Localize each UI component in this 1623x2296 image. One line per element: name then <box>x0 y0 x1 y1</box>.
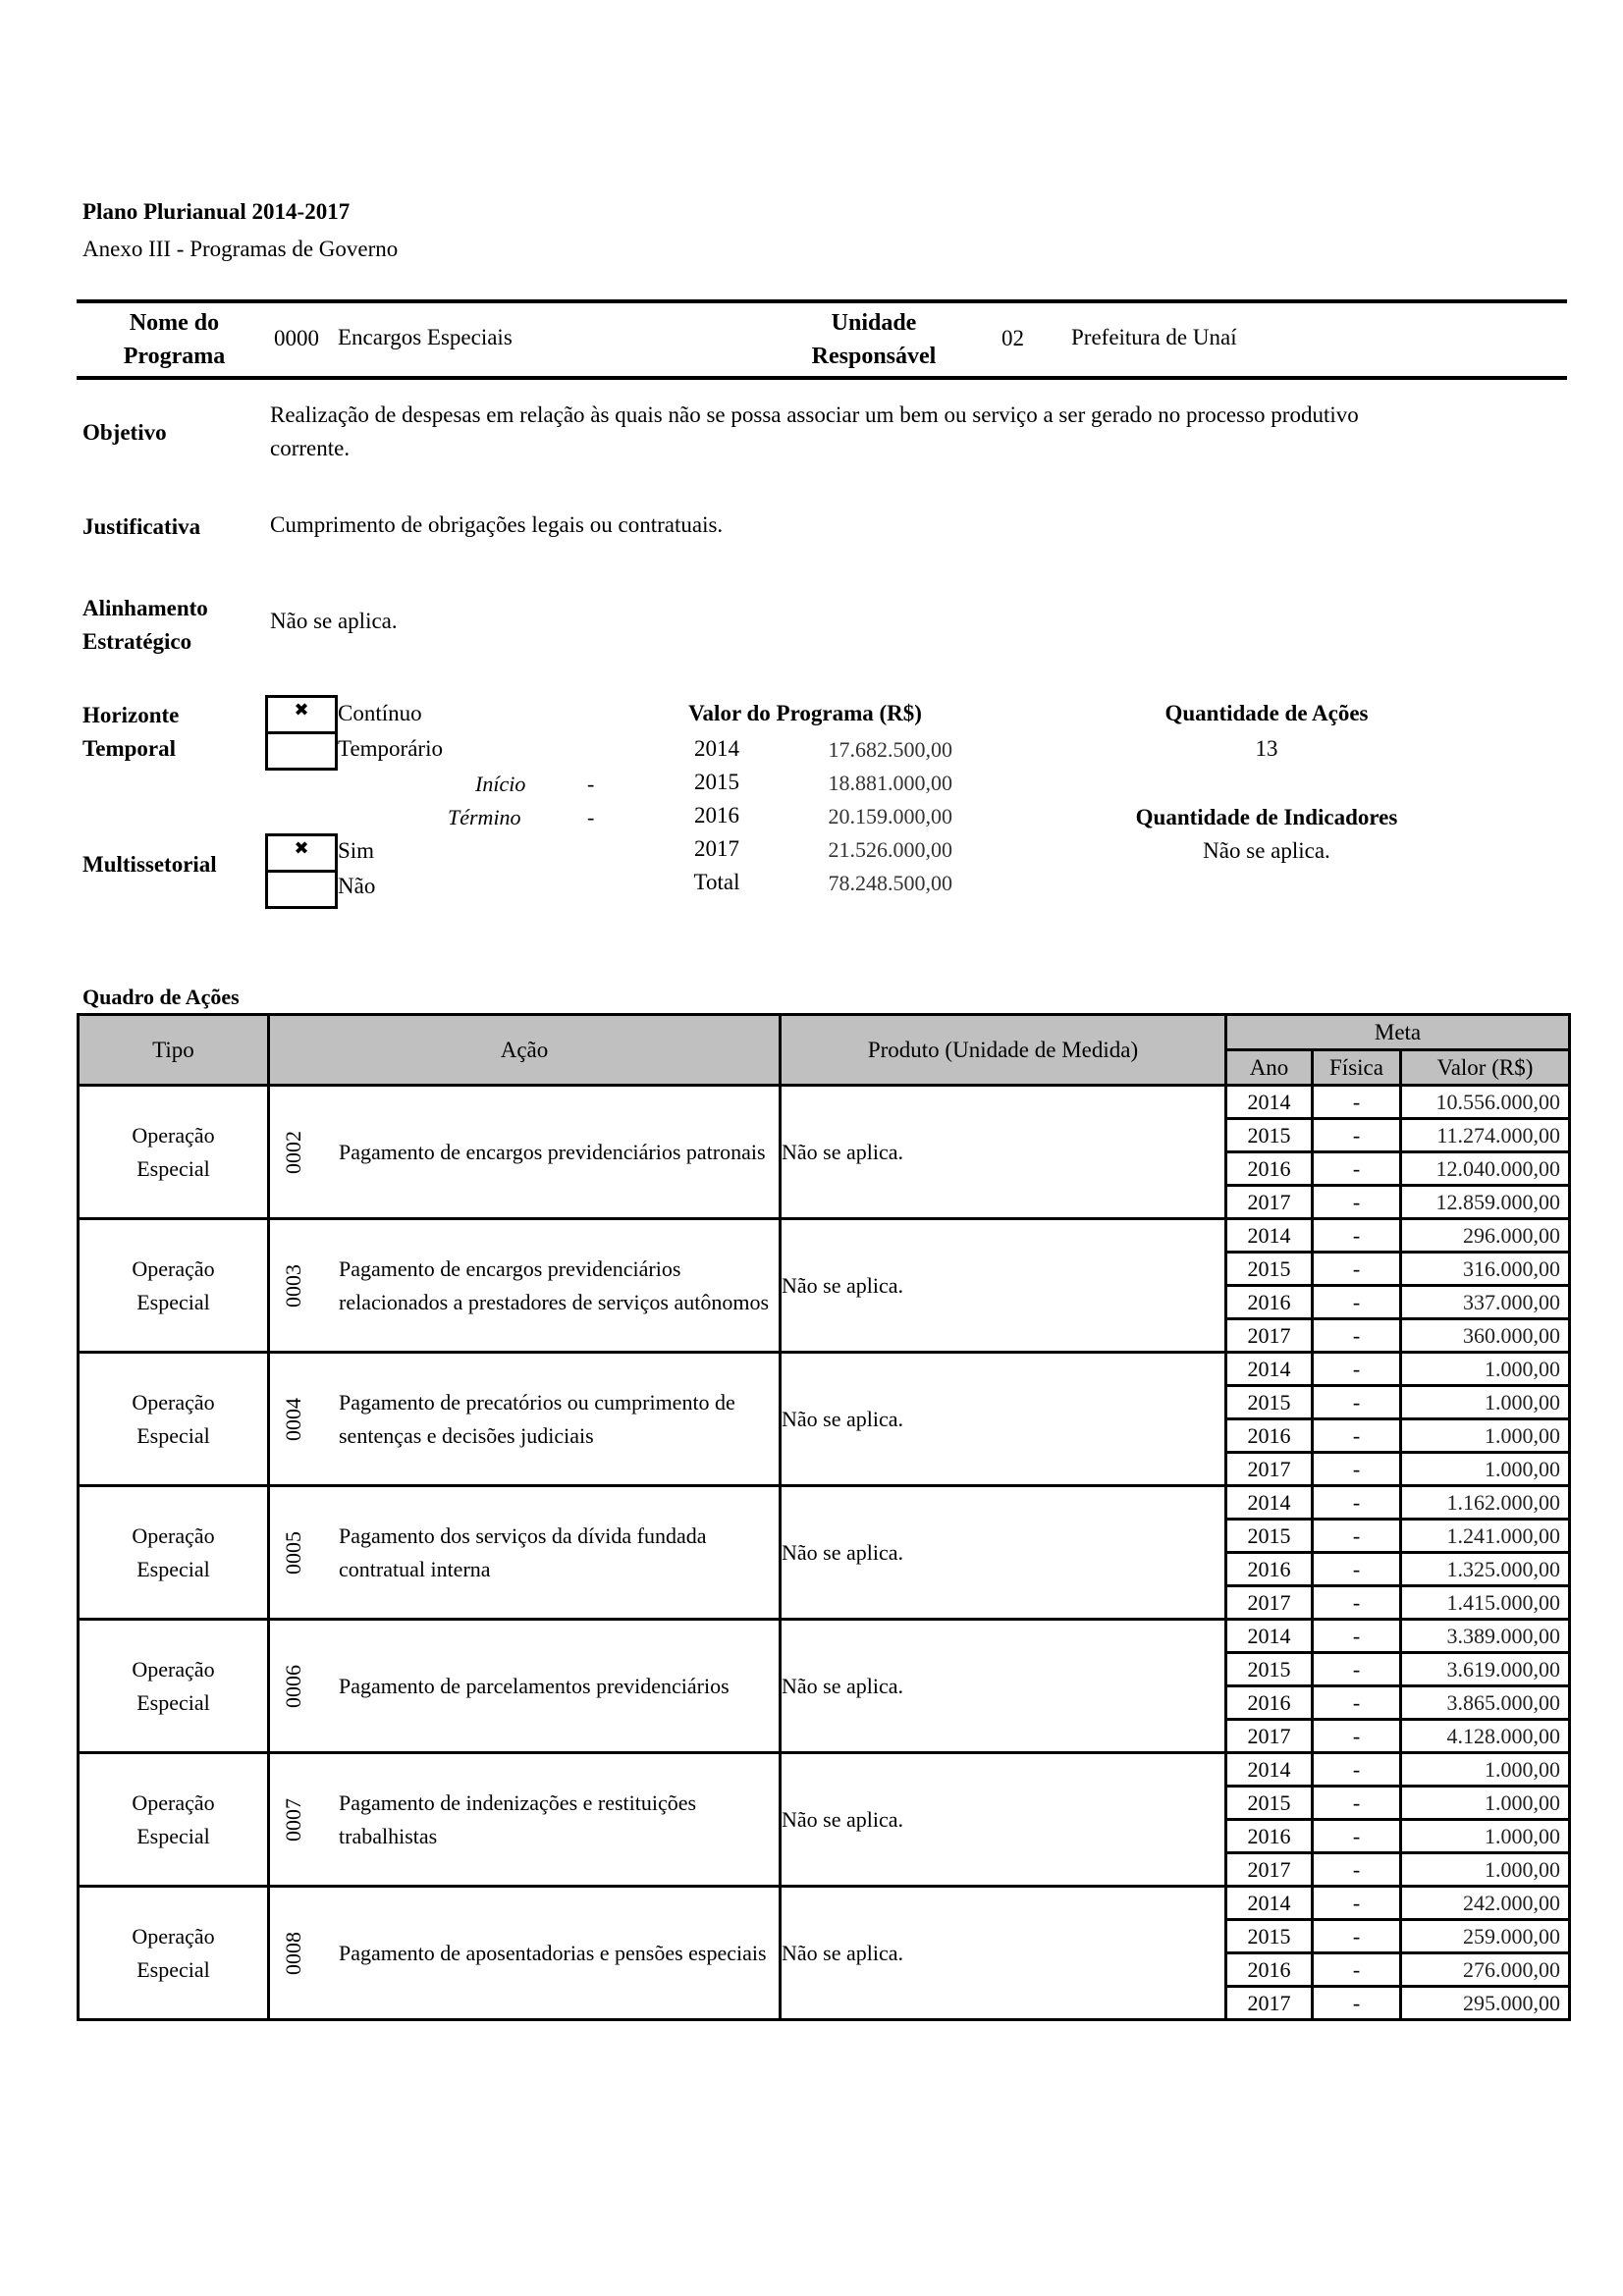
justificativa-text: Cumprimento de obrigações legais ou contratuais. <box>270 512 724 537</box>
cell-meta-fisica: - <box>1313 1853 1401 1887</box>
cell-meta-fisica: - <box>1313 1553 1401 1586</box>
cell-tipo <box>79 1887 269 2020</box>
multissetorial-checkbox-group <box>265 833 338 909</box>
action-code: 0006 <box>281 1664 305 1708</box>
tipo-line1: Operação <box>132 1789 215 1815</box>
cell-meta-ano: 2016 <box>1226 1686 1313 1720</box>
table-row-action <box>79 1219 1570 1253</box>
cell-meta-ano: 2016 <box>1226 1152 1313 1186</box>
option-sim-label: Sim <box>338 838 375 863</box>
valor-programa-year: 2017 <box>694 836 739 861</box>
cell-tipo <box>79 1620 269 1753</box>
cell-meta-fisica: - <box>1313 1520 1401 1553</box>
tipo-line1: Operação <box>132 1923 215 1949</box>
valor-programa-value: 17.682.500,00 <box>828 737 952 762</box>
cell-meta-ano: 2017 <box>1226 1319 1313 1353</box>
cell-acao <box>269 1086 781 1219</box>
cell-meta-fisica: - <box>1313 1820 1401 1853</box>
cell-meta-valor: 4.128.000,00 <box>1401 1720 1570 1753</box>
cell-meta-valor: 1.000,00 <box>1401 1787 1570 1820</box>
action-code: 0007 <box>281 1797 305 1842</box>
cell-meta-fisica: - <box>1313 1920 1401 1953</box>
cell-meta-fisica: - <box>1313 1152 1401 1186</box>
cell-meta-ano: 2015 <box>1226 1386 1313 1419</box>
cell-acao <box>269 1887 781 2020</box>
cell-meta-fisica: - <box>1313 1086 1401 1119</box>
cell-meta-fisica: - <box>1313 1887 1401 1920</box>
cell-meta-ano: 2014 <box>1226 1887 1313 1920</box>
cell-meta-fisica: - <box>1313 1753 1401 1787</box>
header-produto: Produto (Unidade de Medida) <box>781 1015 1226 1086</box>
cell-meta-valor: 296.000,00 <box>1401 1219 1570 1253</box>
valor-programa-title: Valor do Programa (R$) <box>688 701 922 725</box>
inicio-value: - <box>587 772 595 796</box>
cell-meta-fisica: - <box>1313 1253 1401 1286</box>
tipo-line2: Especial <box>136 1422 210 1448</box>
action-description: Pagamento de parcelamentos previdenciários <box>339 1673 730 1698</box>
cell-produto: Não se aplica. <box>781 1353 1226 1486</box>
tipo-line1: Operação <box>132 1522 215 1548</box>
objetivo-text-line2: corrente. <box>270 436 351 460</box>
termino-value: - <box>587 805 595 829</box>
table-row-action <box>79 1753 1570 1787</box>
cell-meta-fisica: - <box>1313 1686 1401 1720</box>
cell-meta-ano: 2014 <box>1226 1086 1313 1119</box>
checkbox-sim[interactable] <box>268 836 335 870</box>
cell-meta-ano: 2015 <box>1226 1520 1313 1553</box>
option-nao-label: Não <box>338 874 376 898</box>
horizonte-label-line2: Temporal <box>82 736 176 761</box>
cell-meta-valor: 1.325.000,00 <box>1401 1553 1570 1586</box>
action-description: Pagamento de precatórios ou cumprimento de sentenças e decisões judiciais <box>339 1389 735 1448</box>
program-name: Encargos Especiais <box>338 325 513 349</box>
cell-acao <box>269 1219 781 1353</box>
header-acao: Ação <box>269 1015 781 1086</box>
inicio-label: Início <box>475 772 526 796</box>
cell-meta-fisica: - <box>1313 1486 1401 1520</box>
cell-meta-ano: 2016 <box>1226 1820 1313 1853</box>
cell-meta-fisica: - <box>1313 1419 1401 1453</box>
divider-bottom <box>77 376 1567 380</box>
cell-meta-valor: 1.415.000,00 <box>1401 1586 1570 1620</box>
cell-meta-ano: 2017 <box>1226 1186 1313 1219</box>
table-row-action <box>79 1486 1570 1520</box>
program-name-label <box>98 306 250 373</box>
cell-meta-valor: 259.000,00 <box>1401 1920 1570 1953</box>
cell-produto: Não se aplica. <box>781 1086 1226 1219</box>
cell-meta-valor: 337.000,00 <box>1401 1286 1570 1319</box>
cell-meta-ano: 2015 <box>1226 1787 1313 1820</box>
cell-meta-fisica: - <box>1313 1620 1401 1653</box>
program-name-label-line2: Programa <box>123 344 226 369</box>
cell-meta-valor: 1.162.000,00 <box>1401 1486 1570 1520</box>
cell-meta-fisica: - <box>1313 1186 1401 1219</box>
divider-top <box>77 299 1567 303</box>
action-code: 0005 <box>281 1530 305 1575</box>
tipo-line2: Especial <box>136 1956 210 1982</box>
cell-tipo <box>79 1353 269 1486</box>
objetivo-label: Objetivo <box>82 420 167 445</box>
cell-meta-fisica: - <box>1313 1953 1401 1987</box>
cell-meta-ano: 2015 <box>1226 1253 1313 1286</box>
cell-meta-valor: 12.859.000,00 <box>1401 1186 1570 1219</box>
checkbox-temporario[interactable] <box>268 731 335 768</box>
cell-tipo <box>79 1486 269 1620</box>
cell-tipo <box>79 1753 269 1887</box>
cell-meta-valor: 360.000,00 <box>1401 1319 1570 1353</box>
tipo-line2: Especial <box>136 1823 210 1848</box>
cell-meta-ano: 2016 <box>1226 1419 1313 1453</box>
quadro-title: Quadro de Ações <box>82 985 240 1009</box>
cell-meta-valor: 3.619.000,00 <box>1401 1653 1570 1686</box>
cell-meta-valor: 12.040.000,00 <box>1401 1152 1570 1186</box>
cell-meta-valor: 1.000,00 <box>1401 1419 1570 1453</box>
cell-meta-fisica: - <box>1313 1386 1401 1419</box>
valor-programa-year: 2015 <box>694 770 739 794</box>
cell-meta-fisica: - <box>1313 1319 1401 1353</box>
cell-meta-fisica: - <box>1313 1119 1401 1152</box>
valor-programa-value: 20.159.000,00 <box>828 804 952 828</box>
cell-meta-ano: 2017 <box>1226 1853 1313 1887</box>
cell-meta-ano: 2014 <box>1226 1219 1313 1253</box>
cell-meta-valor: 10.556.000,00 <box>1401 1086 1570 1119</box>
cell-meta-ano: 2017 <box>1226 1453 1313 1486</box>
cell-meta-fisica: - <box>1313 1353 1401 1386</box>
unit-label-line2: Responsável <box>811 344 937 369</box>
cell-meta-valor: 316.000,00 <box>1401 1253 1570 1286</box>
alinhamento-label-line2: Estratégico <box>82 629 192 654</box>
program-code: 0000 <box>274 326 319 350</box>
horizonte-checkbox-group <box>265 695 338 771</box>
cell-meta-ano: 2017 <box>1226 1987 1313 2020</box>
tipo-line2: Especial <box>136 1689 210 1715</box>
action-code: 0002 <box>281 1130 305 1174</box>
cell-meta-valor: 276.000,00 <box>1401 1953 1570 1987</box>
horizonte-label <box>82 699 179 766</box>
cell-meta-ano: 2017 <box>1226 1586 1313 1620</box>
check-mark-icon: ✖ <box>294 838 309 859</box>
valor-programa-value: 21.526.000,00 <box>828 837 952 862</box>
cell-meta-valor: 242.000,00 <box>1401 1887 1570 1920</box>
cell-meta-valor: 1.000,00 <box>1401 1453 1570 1486</box>
cell-meta-valor: 11.274.000,00 <box>1401 1119 1570 1152</box>
action-description: Pagamento de encargos previdenciários relacionados a prestadores de serviços autônomos <box>339 1255 770 1314</box>
cell-meta-ano: 2014 <box>1226 1753 1313 1787</box>
cell-meta-valor: 1.000,00 <box>1401 1853 1570 1887</box>
cell-meta-valor: 3.865.000,00 <box>1401 1686 1570 1720</box>
cell-produto: Não se aplica. <box>781 1620 1226 1753</box>
tipo-line1: Operação <box>132 1122 215 1148</box>
cell-tipo <box>79 1086 269 1219</box>
cell-acao <box>269 1486 781 1620</box>
action-description: Pagamento de aposentadorias e pensões especiais <box>339 1940 767 1965</box>
option-continuo-label: Contínuo <box>338 701 422 725</box>
qtd-acoes-value: 13 <box>1255 736 1278 761</box>
alinhamento-text: Não se aplica. <box>270 609 398 633</box>
tipo-line1: Operação <box>132 1255 215 1281</box>
qtd-indicadores-value: Não se aplica. <box>1203 838 1330 863</box>
action-code: 0004 <box>281 1397 305 1441</box>
action-description: Pagamento dos serviços da dívida fundada contratual interna <box>339 1522 707 1581</box>
unit-name: Prefeitura de Unaí <box>1071 325 1237 349</box>
check-mark-icon: ✖ <box>294 700 309 721</box>
header-tipo: Tipo <box>79 1015 269 1086</box>
document-title: Plano Plurianual 2014-2017 <box>82 199 351 224</box>
actions-table <box>77 1013 1571 2021</box>
header-ano: Ano <box>1226 1050 1313 1086</box>
horizonte-label-line1: Horizonte <box>82 703 180 727</box>
tipo-line1: Operação <box>132 1389 215 1415</box>
header-fisica: Física <box>1313 1050 1401 1086</box>
cell-meta-fisica: - <box>1313 1286 1401 1319</box>
cell-meta-ano: 2015 <box>1226 1920 1313 1953</box>
unit-code: 02 <box>1001 326 1024 350</box>
termino-label: Término <box>448 805 521 829</box>
cell-meta-fisica: - <box>1313 1586 1401 1620</box>
tipo-line1: Operação <box>132 1656 215 1682</box>
cell-meta-fisica: - <box>1313 1219 1401 1253</box>
valor-programa-year: 2014 <box>694 736 739 761</box>
cell-meta-ano: 2017 <box>1226 1720 1313 1753</box>
qtd-acoes-label: Quantidade de Ações <box>1164 701 1369 725</box>
multissetorial-label: Multissetorial <box>82 852 217 877</box>
valor-programa-year: Total <box>693 870 740 894</box>
program-name-label-line1: Nome do <box>129 310 220 336</box>
action-code: 0008 <box>281 1931 305 1975</box>
cell-meta-ano: 2014 <box>1226 1353 1313 1386</box>
cell-produto: Não se aplica. <box>781 1753 1226 1887</box>
alinhamento-label-line1: Alinhamento <box>82 596 208 620</box>
cell-meta-ano: 2015 <box>1226 1653 1313 1686</box>
valor-programa-value: 78.248.500,00 <box>828 871 952 895</box>
cell-meta-valor: 1.000,00 <box>1401 1353 1570 1386</box>
cell-meta-valor: 3.389.000,00 <box>1401 1620 1570 1653</box>
table-row-action <box>79 1620 1570 1653</box>
cell-meta-fisica: - <box>1313 1653 1401 1686</box>
checkbox-continuo[interactable] <box>268 698 335 731</box>
table-row-action <box>79 1887 1570 1920</box>
cell-acao <box>269 1620 781 1753</box>
cell-meta-fisica: - <box>1313 1987 1401 2020</box>
cell-meta-valor: 1.000,00 <box>1401 1386 1570 1419</box>
document-subtitle: Anexo III - Programas de Governo <box>82 237 399 261</box>
tipo-line2: Especial <box>136 1155 210 1181</box>
action-description: Pagamento de indenizações e restituições trabalhistas <box>339 1789 697 1848</box>
header-meta: Meta <box>1226 1015 1570 1050</box>
cell-meta-valor: 1.000,00 <box>1401 1820 1570 1853</box>
action-code: 0003 <box>281 1263 305 1308</box>
cell-meta-ano: 2016 <box>1226 1953 1313 1987</box>
cell-meta-ano: 2016 <box>1226 1286 1313 1319</box>
cell-meta-ano: 2014 <box>1226 1620 1313 1653</box>
cell-meta-ano: 2014 <box>1226 1486 1313 1520</box>
qtd-indicadores-label: Quantidade de Indicadores <box>1135 805 1398 829</box>
cell-meta-valor: 295.000,00 <box>1401 1987 1570 2020</box>
alinhamento-label <box>82 592 208 659</box>
checkbox-nao[interactable] <box>268 870 335 906</box>
cell-meta-fisica: - <box>1313 1787 1401 1820</box>
action-description: Pagamento de encargos previdenciários patronais <box>339 1139 766 1164</box>
valor-programa-year: 2016 <box>694 803 739 828</box>
cell-tipo <box>79 1219 269 1353</box>
cell-meta-ano: 2015 <box>1226 1119 1313 1152</box>
unit-label-line1: Unidade <box>831 310 917 336</box>
table-row-action <box>79 1086 1570 1119</box>
cell-meta-fisica: - <box>1313 1720 1401 1753</box>
objetivo-text-line1: Realização de despesas em relação às quais não se possa associar um bem ou serviço a ser gerado no processo produtivo <box>270 402 1359 427</box>
actions-table-body <box>79 1086 1570 2020</box>
valor-programa-value: 18.881.000,00 <box>828 771 952 795</box>
cell-meta-fisica: - <box>1313 1453 1401 1486</box>
cell-acao <box>269 1753 781 1887</box>
tipo-line2: Especial <box>136 1289 210 1314</box>
cell-acao <box>269 1353 781 1486</box>
cell-produto: Não se aplica. <box>781 1219 1226 1353</box>
header-valor: Valor (R$) <box>1401 1050 1570 1086</box>
tipo-line2: Especial <box>136 1556 210 1581</box>
option-temporario-label: Temporário <box>338 736 443 761</box>
cell-meta-valor: 1.241.000,00 <box>1401 1520 1570 1553</box>
cell-meta-ano: 2016 <box>1226 1553 1313 1586</box>
unit-label <box>785 306 962 373</box>
justificativa-label: Justificativa <box>82 514 201 539</box>
cell-produto: Não se aplica. <box>781 1486 1226 1620</box>
cell-produto: Não se aplica. <box>781 1887 1226 2020</box>
table-row-action <box>79 1353 1570 1386</box>
cell-meta-valor: 1.000,00 <box>1401 1753 1570 1787</box>
